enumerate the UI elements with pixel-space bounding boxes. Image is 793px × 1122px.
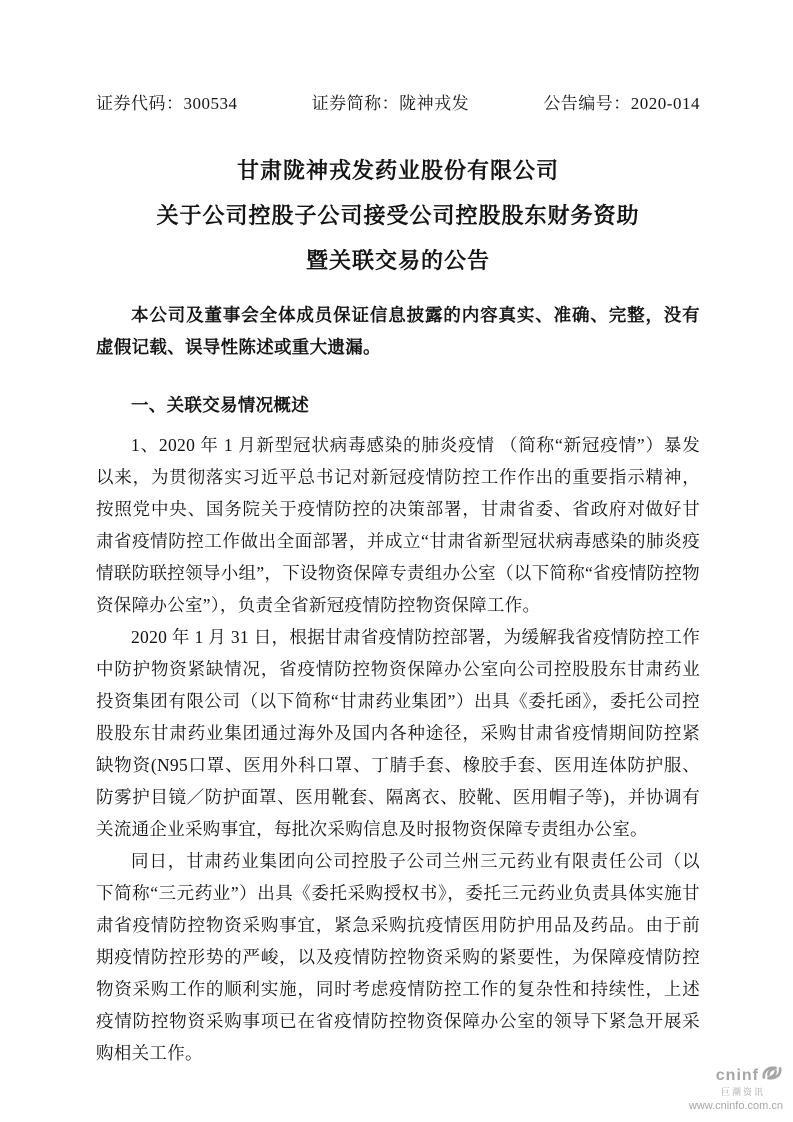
cninfo-website-url: www.cninfo.com.cn <box>688 1099 783 1112</box>
title-line-subject: 关于公司控股子公司接受公司控股股东财务资助 <box>156 203 640 228</box>
document-header <box>96 88 700 120</box>
truthfulness-declaration: 本公司及董事会全体成员保证信息披露的内容真实、准确、完整，没有虚假记载、误导性陈述或重大遗漏。 <box>96 305 700 357</box>
title-line-company: 甘肃陇神戎发药业股份有限公司 <box>236 158 559 183</box>
document-title <box>96 148 700 283</box>
cninfo-brand-chinese: 巨潮资讯 <box>720 1087 765 1098</box>
cninfo-logo-row <box>689 1064 783 1087</box>
cninfo-swirl-icon <box>761 1064 783 1087</box>
section-heading-overview: 一、关联交易情况概述 <box>131 395 309 415</box>
cninfo-watermark <box>689 1064 787 1112</box>
announcement-number: 公告编号：2020-014 <box>543 94 700 113</box>
paragraph-entrustment-letter: 2020 年 1 月 31 日，根据甘肃省疫情防控部署，为缓解我省疫情防控工作中防护物资紧缺情况，省疫情防控物资保障办公室向公司控股股东甘肃药业投资集团有限公司（以下简称“甘肃药业集团”）出具《委托函》，委托公司控股股东甘肃药业集团通过海外及国内各种途径，采购甘肃省疫情期间防控紧缺物资(N95口罩、医用外科口罩、丁腈手套、橡胶手套、医用连体防护服、防雾护目镜／防护面罩、医用靴套、隔离衣、胶靴、医用帽子等)，并协调有关流通企业采购事宜，每批次采购信息及时报物资保障专责组办公室。 <box>96 627 700 839</box>
paragraph-epidemic-background: 1、2020 年 1 月新型冠状病毒感染的肺炎疫情 （简称“新冠疫情”）暴发以来，为贯彻落实习近平总书记对新冠疫情防控工作作出的重要指示精神，按照党中央、国务院关于疫情防控的决策部署，甘肃省委、省政府对做好甘肃省疫情防控工作做出全面部署，并成立“甘肃省新型冠状病毒感染的肺炎疫情联防联控领导小组”，下设物资保障专责组办公室（以下简称“省疫情防控物资保障办公室”），负责全省新冠疫情防控物资保障工作。 <box>96 435 700 615</box>
title-line-type: 暨关联交易的公告 <box>305 248 490 273</box>
cninfo-logo-text: cninf <box>715 1066 759 1084</box>
stock-code: 证券代码：300534 <box>96 94 238 113</box>
stock-name: 证券简称：陇神戎发 <box>311 94 470 113</box>
paragraph-procurement-authorization: 同日，甘肃药业集团向公司控股子公司兰州三元药业有限责任公司（以下简称“三元药业”）出具《委托采购授权书》，委托三元药业负责具体实施甘肃省疫情防控物资采购事宜，紧急采购抗疫情医用防护用品及药品。由于前期疫情防控形势的严峻，以及疫情防控物资采购的紧要性，为保障疫情防控物资采购工作的顺利实施，同时考虑疫情防控工作的复杂性和持续性，上述疫情防控物资采购事项已在省疫情防控物资保障办公室的领导下紧急开展采购相关工作。 <box>96 851 700 1063</box>
